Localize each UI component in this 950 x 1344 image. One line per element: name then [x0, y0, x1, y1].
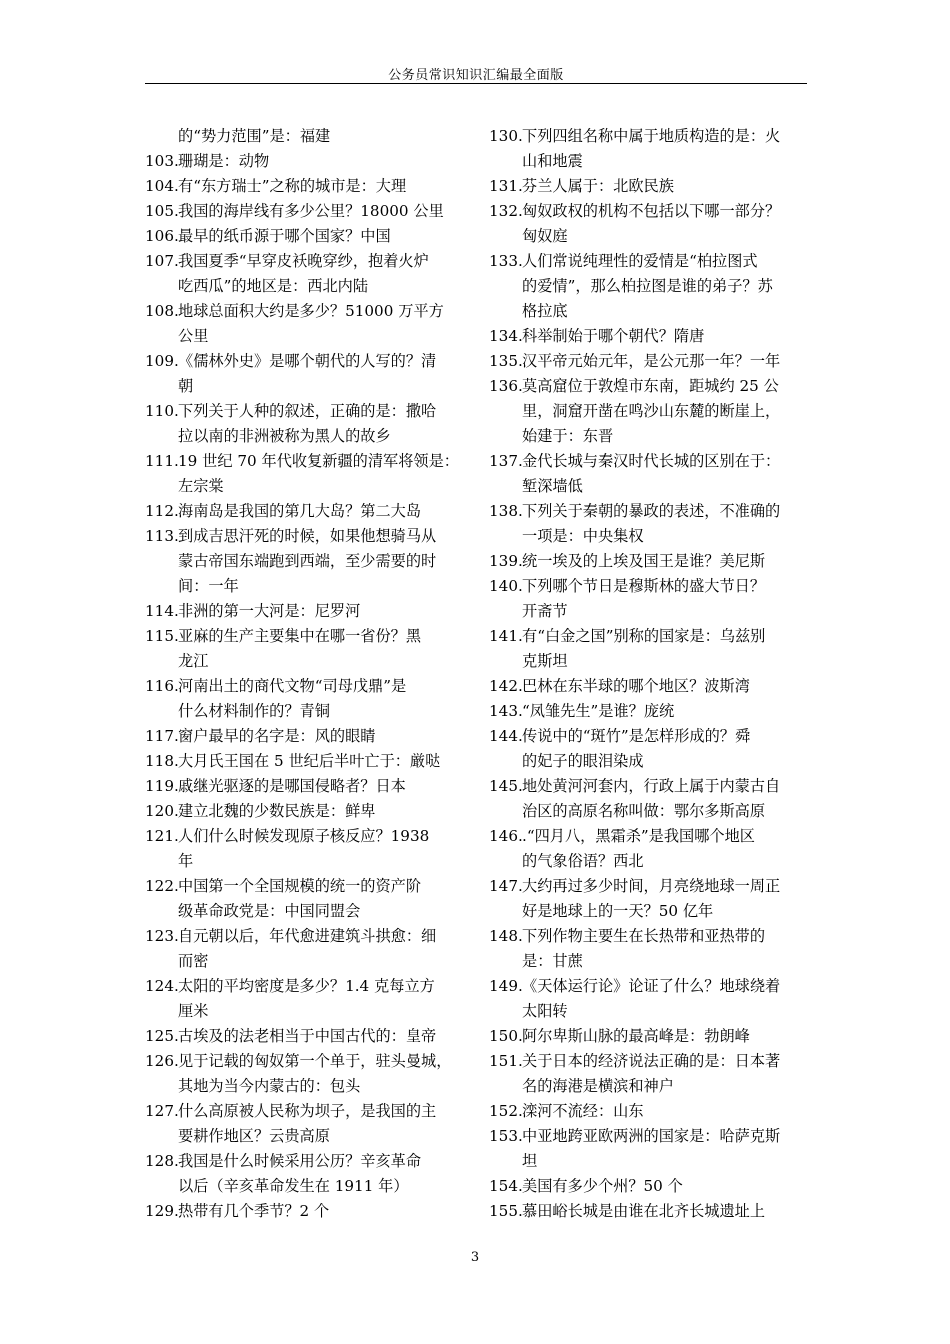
- item-number: 137.: [489, 452, 523, 470]
- item-number: 140.: [489, 577, 523, 595]
- item-number: [145, 899, 178, 924]
- list-item: [145, 149, 470, 174]
- item-number: 139.: [489, 552, 523, 570]
- item-number: [145, 849, 178, 874]
- list-item: [145, 1024, 470, 1049]
- item-number: [145, 124, 178, 149]
- item-text: 匈奴庭: [522, 227, 568, 245]
- item-text: 开斋节: [522, 602, 568, 620]
- item-text: 最早的纸币源于哪个国家？中国: [178, 227, 391, 245]
- list-item: [489, 199, 811, 224]
- item-number: [145, 474, 178, 499]
- list-item-continuation: [489, 474, 811, 499]
- item-number: [145, 1074, 178, 1099]
- item-text: “凤雏先生”是谁？庞统: [522, 702, 675, 720]
- item-number: 103.: [145, 152, 179, 170]
- item-text: 名的海港是横滨和神户: [522, 1077, 674, 1095]
- item-number: 122.: [145, 877, 179, 895]
- item-text: 中亚地跨亚欧两洲的国家是：哈萨克斯: [522, 1127, 781, 1145]
- list-item: [489, 699, 811, 724]
- item-number: 145.: [489, 777, 523, 795]
- list-item: [145, 799, 470, 824]
- item-text: 什么材料制作的？青铜: [178, 702, 330, 720]
- item-number: 136.: [489, 377, 523, 395]
- list-item-continuation: [145, 574, 470, 599]
- item-text: 地处黄河河套内，行政上属于内蒙古自: [522, 777, 781, 795]
- item-number: 118.: [145, 752, 179, 770]
- item-number: [489, 299, 522, 324]
- item-text: 亚麻的生产主要集中在哪一省份？黑: [178, 627, 421, 645]
- item-number: 154.: [489, 1177, 523, 1195]
- item-number: [489, 949, 522, 974]
- item-number: [489, 599, 522, 624]
- list-item: [489, 174, 811, 199]
- item-text: 下列关于人种的叙述，正确的是：撒哈: [178, 402, 437, 420]
- list-item: [489, 349, 811, 374]
- item-text: 拉以南的非洲被称为黑人的故乡: [178, 427, 391, 445]
- list-item: [489, 1049, 811, 1074]
- list-item-continuation: [489, 749, 811, 774]
- item-text: 要耕作地区？云贵高原: [178, 1127, 330, 1145]
- list-item: [145, 249, 470, 274]
- item-number: [489, 899, 522, 924]
- item-number: [145, 949, 178, 974]
- list-item-continuation: [489, 224, 811, 249]
- list-item-continuation: [145, 274, 470, 299]
- item-number: 148.: [489, 927, 523, 945]
- item-number: 112.: [145, 502, 179, 520]
- list-item: [145, 924, 470, 949]
- list-item: [145, 824, 470, 849]
- list-item: [489, 724, 811, 749]
- item-number: 144.: [489, 727, 523, 745]
- list-item: [489, 1199, 811, 1224]
- list-item: [489, 324, 811, 349]
- item-text: 金代长城与秦汉时代长城的区别在于：: [522, 452, 781, 470]
- list-item: [489, 249, 811, 274]
- item-text: 统一埃及的上埃及国王是谁？美尼斯: [522, 552, 765, 570]
- list-item-continuation: [489, 149, 811, 174]
- item-number: 123.: [145, 927, 179, 945]
- item-text: 太阳的平均密度是多少？1.4 克每立方: [178, 977, 435, 995]
- item-text: 下列作物主要生在长热带和亚热带的: [522, 927, 765, 945]
- list-item: [489, 874, 811, 899]
- item-number: 150.: [489, 1027, 523, 1045]
- item-text: 始建于：东晋: [522, 427, 614, 445]
- item-number: [489, 274, 522, 299]
- list-item-continuation: [489, 524, 811, 549]
- item-number: [489, 424, 522, 449]
- list-item-continuation: [145, 899, 470, 924]
- list-item-continuation: [145, 124, 470, 149]
- list-item: [489, 674, 811, 699]
- list-item: [145, 1049, 470, 1074]
- item-text: 的妃子的眼泪染成: [522, 752, 644, 770]
- item-text: 公里: [178, 327, 209, 345]
- list-item-continuation: [489, 424, 811, 449]
- item-number: [489, 1149, 522, 1174]
- list-item: [145, 599, 470, 624]
- item-text: 好是地球上的一天？50 亿年: [522, 902, 714, 920]
- list-item-continuation: [145, 649, 470, 674]
- item-number: 131.: [489, 177, 523, 195]
- item-text: 人们什么时候发现原子核反应？1938: [178, 827, 430, 845]
- list-item: [145, 874, 470, 899]
- item-number: [489, 149, 522, 174]
- item-text: 大约再过多少时间，月亮绕地球一周正: [522, 877, 781, 895]
- item-text: 我国是什么时候采用公历？辛亥革命: [178, 1152, 421, 1170]
- list-item: [145, 974, 470, 999]
- list-item-continuation: [489, 274, 811, 299]
- item-text: 厘米: [178, 1002, 209, 1020]
- item-text: 滦河不流经：山东: [522, 1102, 644, 1120]
- list-item-continuation: [145, 324, 470, 349]
- item-number: 117.: [145, 727, 179, 745]
- list-item: [489, 1099, 811, 1124]
- item-text: 珊瑚是：动物: [178, 152, 270, 170]
- item-number: [145, 699, 178, 724]
- item-text: 巴林在东半球的哪个地区？波斯湾: [522, 677, 750, 695]
- item-text: 窗户最早的名字是：风的眼睛: [178, 727, 376, 745]
- item-text: 治区的高原名称叫做：鄂尔多斯高原: [522, 802, 765, 820]
- item-text: 的气象俗语？西北: [522, 852, 644, 870]
- list-item-continuation: [489, 849, 811, 874]
- item-number: [489, 749, 522, 774]
- item-text: 的爱情”，那么柏拉图是谁的弟子？苏: [522, 277, 773, 295]
- item-text: 大月氏王国在 5 世纪后半叶亡于：厳哒: [178, 752, 441, 770]
- item-text: 有“东方瑞士”之称的城市是：大理: [178, 177, 407, 195]
- item-text: 格拉底: [522, 302, 568, 320]
- item-text: 到成吉思汗死的时候，如果他想骑马从: [178, 527, 437, 545]
- list-item-continuation: [489, 649, 811, 674]
- list-item: [145, 349, 470, 374]
- item-text: .“四月八，黑霜杀”是我国哪个地区: [522, 827, 755, 845]
- item-number: [145, 1174, 178, 1199]
- list-item-continuation: [489, 1074, 811, 1099]
- item-number: [489, 849, 522, 874]
- item-number: [489, 649, 522, 674]
- item-number: 142.: [489, 677, 523, 695]
- page-header-title: 公务员常识知识汇编最全面版: [388, 68, 564, 83]
- item-text: 以后（辛亥革命发生在 1911 年）: [178, 1177, 409, 1195]
- item-text: 美国有多少个州？50 个: [522, 1177, 683, 1195]
- item-text: 吃西瓜”的地区是：西北内陆: [178, 277, 369, 295]
- item-text: 中国第一个全国规模的统一的资产阶: [178, 877, 421, 895]
- item-text: 朝: [178, 377, 194, 395]
- list-item: [145, 299, 470, 324]
- item-number: [145, 274, 178, 299]
- list-item: [489, 449, 811, 474]
- item-number: 125.: [145, 1027, 179, 1045]
- list-item: [145, 449, 470, 474]
- list-item: [145, 499, 470, 524]
- item-number: 119.: [145, 777, 179, 795]
- list-item: [145, 749, 470, 774]
- list-item: [145, 1149, 470, 1174]
- item-text: 科举制始于哪个朝代？隋唐: [522, 327, 705, 345]
- item-text: 地球总面积大约是多少？51000 万平方: [178, 302, 444, 320]
- list-item: [489, 1024, 811, 1049]
- list-item-continuation: [489, 399, 811, 424]
- item-text: 什么高原被人民称为坝子，是我国的主: [178, 1102, 437, 1120]
- list-item: [489, 1174, 811, 1199]
- item-number: 105.: [145, 202, 179, 220]
- list-item-continuation: [489, 799, 811, 824]
- item-text: 传说中的“斑竹”是怎样形成的？舜: [522, 727, 751, 745]
- item-number: 110.: [145, 402, 179, 420]
- item-number: 130.: [489, 127, 523, 145]
- list-item-continuation: [145, 1174, 470, 1199]
- item-text: 我国的海岸线有多少公里？18000 公里: [178, 202, 444, 220]
- item-number: 104.: [145, 177, 179, 195]
- item-number: [489, 1074, 522, 1099]
- item-text: 下列关于秦朝的暴政的表述，不准确的: [522, 502, 781, 520]
- item-text: 19 世纪 70 年代收复新疆的清军将领是：: [178, 452, 459, 470]
- item-number: 129.: [145, 1202, 179, 1220]
- item-number: 109.: [145, 352, 179, 370]
- list-item-continuation: [145, 474, 470, 499]
- item-number: 126.: [145, 1052, 179, 1070]
- item-text: 汉平帝元始元年，是公元那一年？一年: [522, 352, 781, 370]
- list-item: [145, 524, 470, 549]
- item-text: 芬兰人属于：北欧民族: [522, 177, 674, 195]
- item-number: [145, 549, 178, 574]
- item-text: 古埃及的法老相当于中国古代的：皇帝: [178, 1027, 437, 1045]
- item-number: [489, 399, 522, 424]
- item-number: [145, 649, 178, 674]
- list-item: [489, 624, 811, 649]
- item-number: [489, 524, 522, 549]
- item-number: 155.: [489, 1202, 523, 1220]
- item-text: 自元朝以后，年代愈进建筑斗拱愈：细: [178, 927, 437, 945]
- list-item-continuation: [489, 899, 811, 924]
- item-number: 138.: [489, 502, 523, 520]
- item-text: 克斯坦: [522, 652, 568, 670]
- list-item: [145, 624, 470, 649]
- item-text: 我国夏季“早穿皮袄晚穿纱，抱着火炉: [178, 252, 429, 270]
- item-text: 莫高窟位于敦煌市东南，距城约 25 公: [522, 377, 779, 395]
- list-item: [489, 924, 811, 949]
- item-text: 级革命政党是：中国同盟会: [178, 902, 361, 920]
- list-item: [145, 1099, 470, 1124]
- list-item-continuation: [145, 949, 470, 974]
- item-text: 年: [178, 852, 194, 870]
- item-number: 147.: [489, 877, 523, 895]
- item-text: 《儒林外史》是哪个朝代的人写的？清: [178, 352, 437, 370]
- list-item-continuation: [145, 1074, 470, 1099]
- item-text: 蒙古帝国东端跑到西端，至少需要的时: [178, 552, 437, 570]
- item-number: 133.: [489, 252, 523, 270]
- list-item: [489, 124, 811, 149]
- item-text: 而密: [178, 952, 209, 970]
- item-number: 120.: [145, 802, 179, 820]
- item-text: 关于日本的经济说法正确的是：日本著: [522, 1052, 781, 1070]
- item-text: 龙江: [178, 652, 209, 670]
- list-item-continuation: [489, 599, 811, 624]
- list-item: [489, 499, 811, 524]
- item-number: 149.: [489, 977, 523, 995]
- list-item-continuation: [145, 549, 470, 574]
- list-item-continuation: [145, 1124, 470, 1149]
- item-number: 115.: [145, 627, 179, 645]
- item-number: [489, 224, 522, 249]
- item-number: 146.: [489, 827, 523, 845]
- list-item-continuation: [489, 1149, 811, 1174]
- item-text: 一项是：中央集权: [522, 527, 644, 545]
- item-number: 124.: [145, 977, 179, 995]
- list-item: [145, 224, 470, 249]
- item-number: [489, 799, 522, 824]
- item-number: [145, 574, 178, 599]
- item-number: [145, 424, 178, 449]
- item-number: 121.: [145, 827, 179, 845]
- list-item-continuation: [145, 424, 470, 449]
- item-text: 非洲的第一大河是：尼罗河: [178, 602, 361, 620]
- item-number: 106.: [145, 227, 179, 245]
- item-text: 的“势力范围”是：福建: [178, 127, 331, 145]
- list-item: [145, 174, 470, 199]
- right-column: [489, 124, 811, 1224]
- list-item: [145, 724, 470, 749]
- list-item: [489, 974, 811, 999]
- item-number: 107.: [145, 252, 179, 270]
- item-text: 建立北魏的少数民族是：鲜卑: [178, 802, 376, 820]
- item-number: 114.: [145, 602, 179, 620]
- item-number: 116.: [145, 677, 179, 695]
- item-number: [145, 374, 178, 399]
- list-item: [489, 549, 811, 574]
- left-column: [145, 124, 470, 1224]
- item-text: 是：甘蔗: [522, 952, 583, 970]
- list-item-continuation: [489, 999, 811, 1024]
- list-item: [145, 774, 470, 799]
- item-number: 111.: [145, 452, 179, 470]
- item-text: 间：一年: [178, 577, 239, 595]
- list-item: [145, 674, 470, 699]
- item-number: 152.: [489, 1102, 523, 1120]
- item-number: [145, 1124, 178, 1149]
- item-number: 128.: [145, 1152, 179, 1170]
- item-text: 山和地震: [522, 152, 583, 170]
- list-item: [489, 1124, 811, 1149]
- item-number: 135.: [489, 352, 523, 370]
- item-text: 戚继光驱逐的是哪国侵略者？日本: [178, 777, 406, 795]
- list-item: [145, 199, 470, 224]
- item-text: 热带有几个季节？2 个: [178, 1202, 330, 1220]
- item-text: 《天体运行论》论证了什么？地球绕着: [522, 977, 781, 995]
- list-item-continuation: [145, 699, 470, 724]
- item-text: 阿尔卑斯山脉的最高峰是：勃朗峰: [522, 1027, 750, 1045]
- item-text: 下列哪个节日是穆斯林的盛大节日？: [522, 577, 765, 595]
- item-number: 153.: [489, 1127, 523, 1145]
- item-number: [489, 999, 522, 1024]
- list-item: [489, 574, 811, 599]
- list-item-continuation: [489, 949, 811, 974]
- page-number: 3: [470, 1250, 480, 1265]
- item-text: 有“白金之国”别称的国家是：乌兹别: [522, 627, 766, 645]
- item-text: 左宗棠: [178, 477, 224, 495]
- list-item: [489, 774, 811, 799]
- item-number: 113.: [145, 527, 179, 545]
- item-text: 里，洞窟开凿在鸣沙山东麓的断崖上，: [522, 402, 781, 420]
- list-item: [489, 824, 811, 849]
- list-item: [145, 1199, 470, 1224]
- item-number: 108.: [145, 302, 179, 320]
- item-text: 匈奴政权的机构不包括以下哪一部分？: [522, 202, 781, 220]
- list-item-continuation: [489, 299, 811, 324]
- list-item: [489, 374, 811, 399]
- item-number: 143.: [489, 702, 523, 720]
- item-number: 127.: [145, 1102, 179, 1120]
- item-number: [145, 324, 178, 349]
- item-number: 151.: [489, 1052, 523, 1070]
- item-text: 其地为当今内蒙古的：包头: [178, 1077, 361, 1095]
- item-number: 132.: [489, 202, 523, 220]
- item-text: 人们常说纯理性的爱情是“柏拉图式: [522, 252, 758, 270]
- list-item: [145, 399, 470, 424]
- item-text: 见于记载的匈奴第一个单于，驻头曼城，: [178, 1052, 452, 1070]
- item-number: [145, 999, 178, 1024]
- item-text: 河南出土的商代文物“司母戊鼎”是: [178, 677, 407, 695]
- item-text: 下列四组名称中属于地质构造的是：火: [522, 127, 781, 145]
- item-number: 141.: [489, 627, 523, 645]
- list-item-continuation: [145, 849, 470, 874]
- item-number: [489, 474, 522, 499]
- item-text: 慕田峪长城是由谁在北齐长城遗址上: [522, 1202, 765, 1220]
- item-text: 堑深墙低: [522, 477, 583, 495]
- list-item-continuation: [145, 374, 470, 399]
- item-text: 海南岛是我国的第几大岛？第二大岛: [178, 502, 421, 520]
- item-text: 坦: [522, 1152, 538, 1170]
- item-text: 太阳转: [522, 1002, 568, 1020]
- item-number: 134.: [489, 327, 523, 345]
- list-item-continuation: [145, 999, 470, 1024]
- header-rule: [145, 83, 807, 84]
